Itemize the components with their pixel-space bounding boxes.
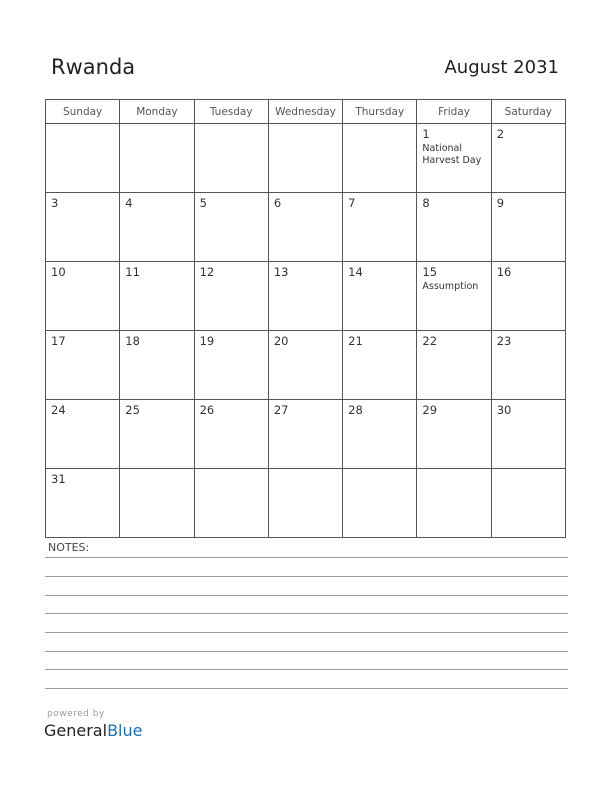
day-cell <box>120 262 194 331</box>
day-cell <box>417 262 491 331</box>
day-number: 8 <box>422 196 430 210</box>
day-number: 26 <box>199 403 215 417</box>
day-cell <box>343 193 417 262</box>
day-cell <box>120 469 194 538</box>
day-cell <box>491 469 565 538</box>
weekday-thursday: Thursday <box>343 100 417 124</box>
day-cell <box>46 400 120 469</box>
day-cell <box>491 262 565 331</box>
day-cell <box>417 193 491 262</box>
day-cell <box>46 331 120 400</box>
day-cell <box>417 469 491 538</box>
day-number: 11 <box>125 265 140 279</box>
day-cell <box>120 331 194 400</box>
holiday-label: Assumption <box>422 281 479 292</box>
day-number: 4 <box>125 196 133 210</box>
day-cell <box>268 124 342 193</box>
day-cell <box>120 124 194 193</box>
day-cell <box>417 400 491 469</box>
day-cell <box>194 262 268 331</box>
day-cell <box>120 193 194 262</box>
note-line <box>45 557 568 558</box>
day-cell <box>491 124 565 193</box>
day-cell <box>194 331 268 400</box>
day-number: 3 <box>51 196 59 210</box>
day-cell <box>343 124 417 193</box>
day-number: 24 <box>51 403 66 417</box>
day-number: 15 <box>422 265 438 279</box>
day-number: 27 <box>273 403 289 417</box>
day-number: 5 <box>199 196 207 210</box>
day-cell <box>46 262 120 331</box>
day-cell <box>46 193 120 262</box>
note-line <box>45 613 568 614</box>
day-cell <box>46 124 120 193</box>
day-number: 20 <box>273 334 289 348</box>
day-number: 29 <box>422 403 438 417</box>
day-number: 22 <box>422 334 438 348</box>
day-cell <box>343 331 417 400</box>
day-cell <box>417 331 491 400</box>
day-cell <box>417 124 491 193</box>
day-cell <box>194 400 268 469</box>
week-row <box>46 331 566 400</box>
day-cell <box>343 262 417 331</box>
generalblue-logo <box>44 721 142 740</box>
day-number: 10 <box>51 265 66 279</box>
holiday-label: National Harvest Day <box>422 143 482 166</box>
day-cell <box>491 193 565 262</box>
day-cell <box>194 124 268 193</box>
weekday-tuesday: Tuesday <box>194 100 268 124</box>
day-number: 23 <box>496 334 512 348</box>
month-year-title: August 2031 <box>444 57 559 78</box>
day-number: 1 <box>422 127 430 141</box>
note-line <box>45 576 568 577</box>
day-number: 14 <box>348 265 363 279</box>
week-row <box>46 262 566 331</box>
day-cell <box>268 331 342 400</box>
day-number: 28 <box>348 403 363 417</box>
day-number: 13 <box>273 265 289 279</box>
day-cell <box>491 400 565 469</box>
day-cell <box>268 262 342 331</box>
day-cell <box>120 400 194 469</box>
day-number: 30 <box>496 403 512 417</box>
week-row <box>46 469 566 538</box>
week-row <box>46 193 566 262</box>
week-row <box>46 124 566 193</box>
weekday-monday: Monday <box>120 100 194 124</box>
day-number: 6 <box>273 196 282 210</box>
day-cell <box>343 469 417 538</box>
day-cell <box>46 469 120 538</box>
weekday-wednesday: Wednesday <box>268 100 342 124</box>
calendar-grid <box>45 99 566 538</box>
note-line <box>45 632 568 633</box>
day-cell <box>194 469 268 538</box>
brand-blue: Blue <box>107 721 143 740</box>
day-number: 25 <box>125 403 140 417</box>
day-number: 31 <box>51 472 66 486</box>
day-number: 18 <box>125 334 140 348</box>
brand-general: General <box>44 721 108 740</box>
note-line <box>45 669 568 670</box>
day-number: 21 <box>348 334 363 348</box>
day-cell <box>491 331 565 400</box>
weekday-friday: Friday <box>417 100 491 124</box>
note-line <box>45 651 568 652</box>
weekday-sunday: Sunday <box>46 100 120 124</box>
day-number: 9 <box>496 196 505 210</box>
day-number: 7 <box>348 196 356 210</box>
notes-label: NOTES: <box>48 541 90 554</box>
day-number: 17 <box>51 334 66 348</box>
day-number: 12 <box>199 265 215 279</box>
country-title: Rwanda <box>51 55 136 79</box>
week-row <box>46 400 566 469</box>
day-number: 19 <box>199 334 215 348</box>
note-line <box>45 595 568 596</box>
day-cell <box>343 400 417 469</box>
weekday-saturday: Saturday <box>491 100 565 124</box>
weekday-header-row <box>46 100 566 124</box>
day-number: 2 <box>496 127 505 141</box>
day-cell <box>268 193 342 262</box>
day-cell <box>268 469 342 538</box>
day-number: 16 <box>496 265 512 279</box>
day-cell <box>194 193 268 262</box>
powered-by-label: powered by <box>47 709 105 719</box>
day-cell <box>268 400 342 469</box>
note-line <box>45 688 568 689</box>
